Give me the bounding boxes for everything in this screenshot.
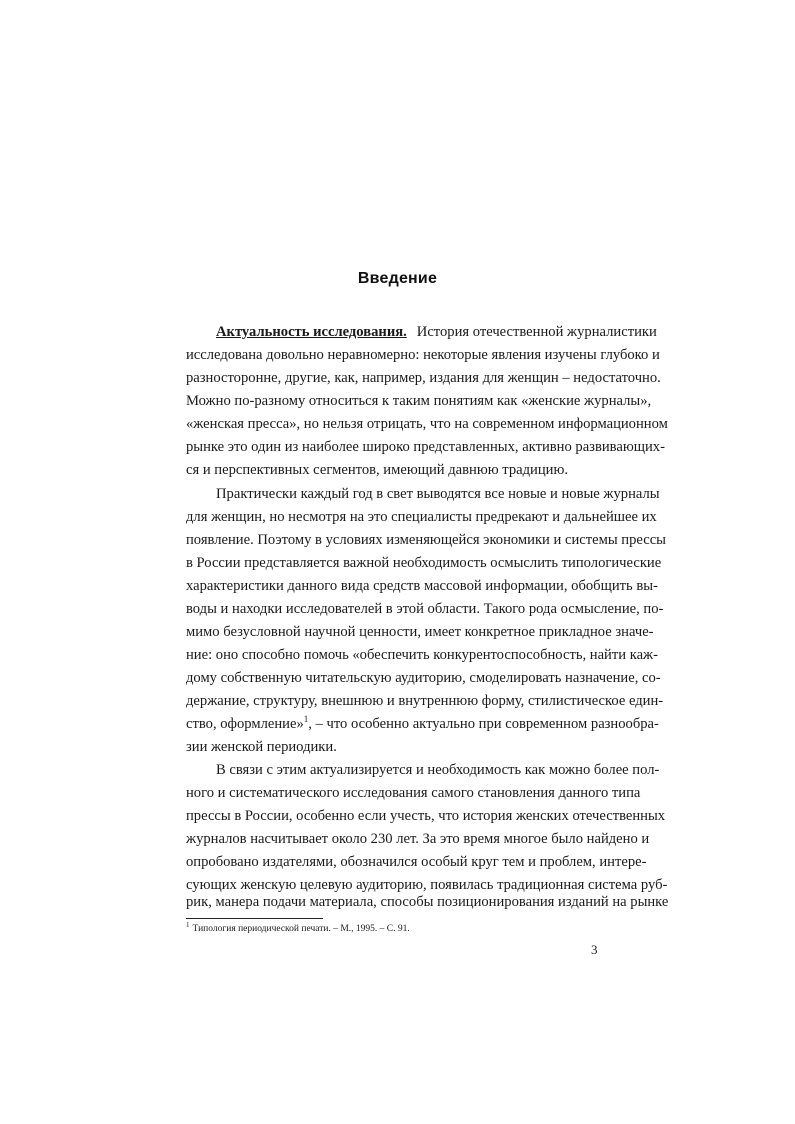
paragraph-2-line-9: дому собственную читательскую аудиторию, смоделировать назначение, со- [186,670,661,686]
paragraph-1-line-2: исследована довольно неравномерно: некоторые явления изучены глубоко и [186,347,660,363]
paragraph-text: ство, оформление» [186,716,304,732]
paragraph-1-line-3: разносторонне, другие, как, например, издания для женщин – недостаточно. [186,370,661,386]
paragraph-text: История отечественной журналистики [416,324,657,340]
footnote-mark: 1 [186,920,190,929]
paragraph-2-line-11 [186,713,659,735]
paragraph-1-line-4: Можно по-разному относиться к таким понятиям как «женские журналы», [186,393,652,409]
page-number: 3 [591,942,598,957]
paragraph-2-line-2: для женщин, но несмотря на это специалисты предрекают и дальнейшее их [186,509,657,525]
paragraph-1-line-7: ся и перспективных сегментов, имеющий давнюю традицию. [186,462,569,478]
paragraph-lead: Актуальность исследования. [216,324,407,340]
paragraph-2-line-5: характеристики данного вида средств массовой информации, обобщить вы- [186,578,658,594]
paragraph-3-line-2: ного и систематического исследования самого становления данного типа [186,785,641,801]
footnote-reference: 1 [303,714,309,725]
paragraph-3-line-7: рик, манера подачи материала, способы позиционирования изданий на рынке [186,894,669,910]
paragraph-3-line-1: В связи с этим актуализируется и необходимость как можно более пол- [216,762,660,778]
paragraph-3-line-6: сующих женскую целевую аудиторию, появилась традиционная система руб- [186,877,668,893]
footnote-divider [186,918,323,919]
paragraph-2-line-4: в России представляется важной необходимость осмыслить типологические [186,555,662,571]
footnote [186,920,410,934]
paragraph-3-line-5: опробовано издателями, обозначился особый круг тем и проблем, интере- [186,854,647,870]
paragraph-2-line-12: зии женской периодики. [186,739,337,755]
paragraph-2-line-8: ние: оно способно помочь «обеспечить конкурентоспособность, найти каж- [186,647,658,663]
paragraph-2-line-10: держание, структуру, внешнюю и внутреннюю форму, стилистическое един- [186,693,664,709]
paragraph-1-line-6: рынке это один из наиболее широко представленных, активно развивающих- [186,439,665,455]
paragraph-3-line-4: журналов насчитывает около 230 лет. За это время многое было найдено и [186,831,650,847]
paragraph-1-line-1 [216,321,657,343]
paragraph-text: , – что особенно актуально при современном разнообра- [308,716,659,732]
paragraph-1-line-5: «женская пресса», но нельзя отрицать, что на современном информационном [186,416,668,432]
page-title: Введение [357,270,438,287]
paragraph-2-line-3: появление. Поэтому в условиях изменяющейся экономики и системы прессы [186,532,666,548]
paragraph-3-line-3: прессы в России, особенно если учесть, что история женских отечественных [186,808,666,824]
paragraph-2-line-7: мимо безусловной научной ценности, имеет конкретное прикладное значе- [186,624,654,640]
footnote-text: Типология периодической печати. – М., 1995. – С. 91. [192,924,410,934]
paragraph-2-line-6: воды и находки исследователей в этой области. Такого рода осмысление, по- [186,601,664,617]
paragraph-2-line-1: Практически каждый год в свет выводятся все новые и новые журналы [216,486,660,502]
